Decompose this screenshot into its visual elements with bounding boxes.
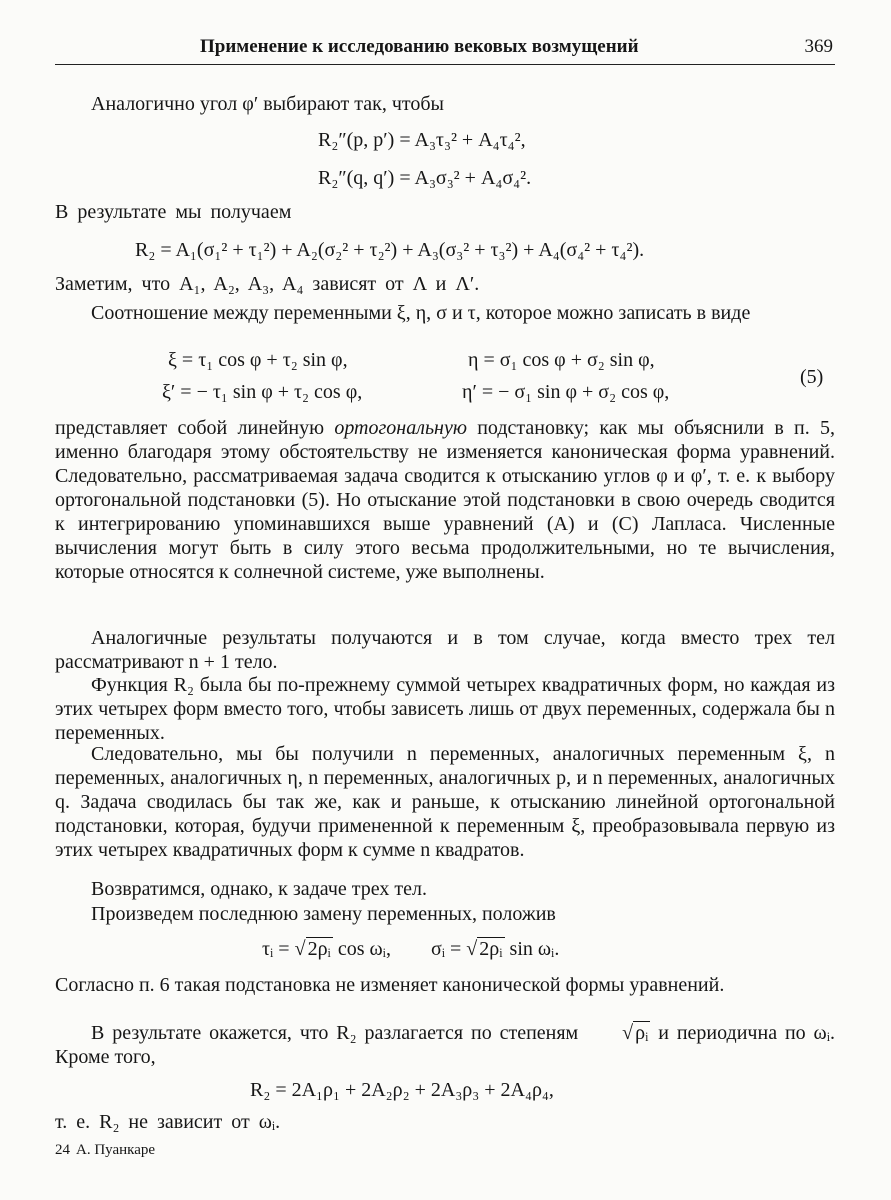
paragraph-2: В результате мы получаем xyxy=(55,201,292,223)
sqrt-radicand-tau: 2ρᵢ xyxy=(307,938,331,960)
equation-5-xi-prime: ξ′ = − τ₁ sin φ + τ₂ cos φ, xyxy=(162,381,363,403)
paragraph-12-start: В результате окажется, что R₂ разлагается по степеням xyxy=(91,1022,579,1044)
equation-r2-pp: R₂″(p, p′) = A₃τ₃² + A₄τ₄², xyxy=(318,129,526,151)
author-name: А. Пуанкаре xyxy=(76,1142,156,1158)
paragraph-12-rest: и периодична по ωᵢ. Кроме того, xyxy=(55,1022,835,1068)
running-title: Применение к исследованию вековых возмущений xyxy=(200,36,639,57)
equation-r2-qq: R₂″(q, q′) = A₃σ₃² + A₄σ₄². xyxy=(318,167,532,189)
paragraph-13: т. е. R₂ не зависит от ωᵢ. xyxy=(55,1111,281,1133)
equation-tau-sigma xyxy=(262,937,559,961)
equation-5-eta: η = σ₁ cos φ + σ₂ sin φ, xyxy=(468,349,655,371)
paragraph-3: Заметим, что A₁, A₂, A₃, A₄ зависят от Λ и Λ′. xyxy=(55,273,480,295)
running-header xyxy=(55,32,835,65)
equation-5-eta-prime: η′ = − σ₁ sin φ + σ₂ cos φ, xyxy=(462,381,670,403)
paragraph-4: Соотношение между переменными ξ, η, σ и τ, которое можно записать в виде xyxy=(91,302,751,324)
paragraph-5-start: представляет собой линейную xyxy=(55,417,335,439)
equation-number-5: (5) xyxy=(800,366,824,388)
paragraph-7: Функция R₂ была бы по-прежнему суммой четырех квадратичных форм, но каждая из этих четырех форм вместо того, чтобы зависеть лишь от двух переменных, содержала бы n переменных. xyxy=(55,674,835,744)
sqrt-symbol: √ 2ρᵢ xyxy=(466,938,503,960)
equation-r2-sum: R₂ = A₁(σ₁² + τ₁²) + A₂(σ₂² + τ₂²) + A₃(σ₃² + τ₃²) + A₄(σ₄² + τ₄²). xyxy=(135,239,645,261)
paragraph-5-rest: подстановку; как мы объяснили в п. 5, именно благодаря этому обстоятельству не изменяется каноническая форма уравнений. Следовательно, рассматриваемая задача сводится к отысканию углов φ и φ′, т. е. к выбору ортогональной подстановки (5). Но отыскание этой подстановки в свою очередь сводится к интегрированию упоминавшихся выше уравнений (A) и (C) Лапласа. Численные вычисления могут быть в силу этого весьма продолжительными, но те вычисления, которые относятся к солнечной системе, уже выполнены. xyxy=(55,417,835,583)
sqrt-symbol: √ ρᵢ xyxy=(622,1022,649,1044)
page-number: 369 xyxy=(804,36,833,57)
equation-5-xi: ξ = τ₁ cos φ + τ₂ sin φ, xyxy=(168,349,348,371)
sqrt-radicand-sigma: 2ρᵢ xyxy=(479,938,503,960)
paragraph-6: Аналогичные результаты получаются и в том случае, когда вместо трех тел рассматривают n + 1 тело. xyxy=(55,627,835,673)
equation-tau-right: cos ωᵢ, xyxy=(332,938,391,960)
equation-sigma-left: σᵢ = xyxy=(430,938,467,960)
equation-r2-rho: R₂ = 2A₁ρ₁ + 2A₂ρ₂ + 2A₃ρ₃ + 2A₄ρ₄, xyxy=(250,1079,554,1101)
page-footer xyxy=(55,1142,155,1159)
equation-tau-left: τᵢ = xyxy=(262,938,295,960)
paragraph-1: Аналогично угол φ′ выбирают так, чтобы xyxy=(91,93,444,115)
paragraph-10: Произведем последнюю замену переменных, положив xyxy=(91,903,556,925)
paragraph-5 xyxy=(55,416,835,584)
sqrt-radicand-rho: ρᵢ xyxy=(635,1022,649,1044)
paragraph-11: Согласно п. 6 такая подстановка не изменяет канонической формы уравнений. xyxy=(55,974,725,996)
paragraph-8: Следовательно, мы бы получили n переменных, аналогичных переменным ξ, n переменных, аналогичных η, n переменных, аналогичных p, и n переменных, аналогичных q. Задача сводилась бы так же, как и раньше, к отысканию линейной ортогональной подстановки, которая, будучи примененной к переменным ξ, преобразовывала первую из этих четырех квадратичных форм к сумме n квадратов. xyxy=(55,743,835,861)
equation-sigma-right: sin ωᵢ. xyxy=(504,938,560,960)
paragraph-12 xyxy=(55,1021,835,1069)
sqrt-symbol: √ 2ρᵢ xyxy=(294,938,331,960)
folio-number: 24 xyxy=(55,1142,70,1158)
emphasis-orthogonal: ортогональную xyxy=(334,417,467,439)
paragraph-9: Возвратимся, однако, к задаче трех тел. xyxy=(91,878,427,900)
